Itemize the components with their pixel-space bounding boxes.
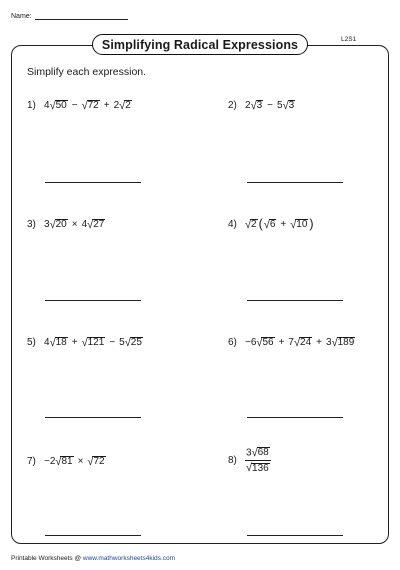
footer-link[interactable]: www.mathworksheets4kids.com — [82, 555, 175, 562]
footer-prefix: Printable Worksheets @ — [11, 555, 83, 562]
radical-icon: √ — [55, 455, 62, 468]
radicand: 2 — [251, 219, 257, 230]
left-paren: ( — [258, 217, 263, 231]
radical-icon: √ — [87, 218, 94, 231]
radical-icon: √ — [124, 336, 131, 349]
radicand: 6 — [269, 219, 276, 230]
problem-4 — [228, 218, 315, 231]
radical-icon: √ — [49, 218, 56, 231]
problem-number: 4) — [228, 218, 237, 230]
coefficient: 4 — [44, 336, 50, 348]
expression — [245, 218, 315, 231]
radicand: 20 — [55, 219, 67, 230]
radical — [87, 218, 105, 231]
fraction-denominator — [246, 461, 270, 475]
instruction-text: Simplify each expression. — [27, 66, 147, 78]
radical — [264, 218, 277, 231]
name-row — [11, 12, 128, 20]
answer-line-3[interactable] — [45, 300, 141, 301]
radical-icon: √ — [246, 462, 253, 474]
footer — [11, 555, 175, 562]
radicand: 121 — [87, 337, 105, 348]
radical — [50, 218, 68, 231]
radicand: 18 — [55, 337, 67, 348]
radical-icon: √ — [119, 99, 126, 112]
operator: − — [109, 336, 116, 348]
problem-number: 6) — [228, 336, 237, 348]
answer-line-1[interactable] — [45, 182, 141, 183]
radical-icon: √ — [81, 99, 88, 112]
radical — [82, 336, 106, 349]
radicand: 72 — [93, 456, 105, 467]
radicand: 136 — [252, 462, 269, 474]
expression — [44, 218, 105, 231]
operator: × — [77, 455, 84, 467]
radical-icon: √ — [290, 218, 297, 231]
problem-number: 5) — [27, 336, 36, 348]
radical-icon: √ — [81, 336, 88, 349]
operator: + — [280, 218, 287, 230]
radical — [294, 336, 312, 349]
radical — [332, 336, 356, 349]
coefficient: 2 — [245, 99, 251, 111]
problem-3 — [27, 218, 105, 231]
radical-icon: √ — [251, 446, 258, 459]
radicand: 3 — [288, 100, 295, 111]
name-field[interactable] — [35, 12, 128, 20]
coefficient: −6 — [245, 336, 257, 348]
coefficient: 5 — [119, 336, 125, 348]
radical-icon: √ — [293, 336, 301, 349]
radical — [252, 446, 270, 459]
problem-5 — [27, 336, 143, 349]
problem-number: 7) — [27, 455, 36, 467]
answer-line-4[interactable] — [247, 300, 343, 301]
radical — [251, 99, 264, 112]
radical-icon: √ — [256, 336, 263, 349]
radical-icon: √ — [87, 455, 94, 468]
problem-number: 2) — [228, 99, 237, 111]
radical-icon: √ — [282, 99, 289, 112]
problem-number: 3) — [27, 218, 36, 230]
radicand: 10 — [296, 219, 308, 230]
operator: + — [278, 336, 285, 348]
radical — [256, 336, 274, 349]
fraction — [245, 446, 271, 474]
problem-number: 8) — [228, 454, 237, 466]
worksheet-code: L2S1 — [341, 36, 357, 43]
answer-line-2[interactable] — [247, 182, 343, 183]
operator: × — [71, 218, 78, 230]
coefficient: −2 — [44, 455, 56, 467]
problem-6 — [228, 336, 355, 349]
radicand: 2 — [125, 100, 131, 111]
radicand: 25 — [130, 337, 142, 348]
problem-1 — [27, 99, 132, 112]
radical — [50, 99, 68, 112]
expression — [44, 99, 132, 112]
radical — [87, 455, 105, 468]
coefficient: 3 — [326, 336, 332, 348]
coefficient: 4 — [44, 99, 50, 111]
radicand: 50 — [55, 100, 67, 111]
coefficient: 5 — [277, 99, 283, 111]
coefficient: 2 — [113, 99, 120, 111]
radicand: 189 — [337, 337, 355, 348]
radical-icon: √ — [49, 99, 56, 112]
expression — [245, 99, 295, 112]
name-label: Name: — [11, 13, 32, 20]
worksheet-title: Simplifying Radical Expressions — [92, 34, 308, 55]
radical — [50, 336, 68, 349]
radical — [283, 99, 296, 112]
expression — [44, 455, 106, 468]
radical — [290, 218, 308, 231]
expression — [44, 336, 143, 349]
right-paren: ) — [309, 217, 314, 231]
problem-2 — [228, 99, 295, 112]
problem-8 — [228, 446, 271, 474]
radicand: 56 — [262, 337, 274, 348]
coefficient: 3 — [246, 447, 252, 459]
radicand: 3 — [256, 100, 263, 111]
operator: − — [71, 99, 78, 111]
radical — [82, 99, 100, 112]
radicand: 27 — [93, 219, 105, 230]
operator: + — [103, 99, 110, 111]
answer-line-5[interactable] — [45, 417, 141, 418]
radical-icon: √ — [245, 218, 252, 231]
coefficient: 4 — [81, 218, 88, 230]
radicand: 81 — [61, 456, 73, 467]
answer-line-6[interactable] — [247, 417, 343, 418]
worksheet-frame — [11, 45, 389, 544]
radicand: 24 — [300, 337, 312, 348]
radical — [125, 336, 143, 349]
operator: + — [71, 336, 78, 348]
problem-number: 1) — [27, 99, 36, 111]
radicand: 68 — [257, 447, 269, 458]
radical — [245, 218, 258, 231]
expression — [245, 336, 355, 349]
operator: + — [316, 336, 322, 348]
radical-icon: √ — [250, 99, 257, 112]
coefficient: 7 — [288, 336, 294, 348]
answer-line-8[interactable] — [247, 535, 343, 536]
radical-icon: √ — [331, 336, 338, 349]
coefficient: 3 — [44, 218, 50, 230]
radical-icon: √ — [263, 218, 270, 231]
radical — [119, 99, 132, 112]
radical — [55, 455, 73, 468]
answer-line-7[interactable] — [45, 535, 141, 536]
radical — [246, 462, 270, 475]
problem-7 — [27, 455, 106, 468]
operator: − — [267, 99, 274, 111]
radicand: 72 — [87, 100, 99, 111]
fraction-numerator — [245, 446, 271, 461]
radical-icon: √ — [49, 336, 56, 349]
